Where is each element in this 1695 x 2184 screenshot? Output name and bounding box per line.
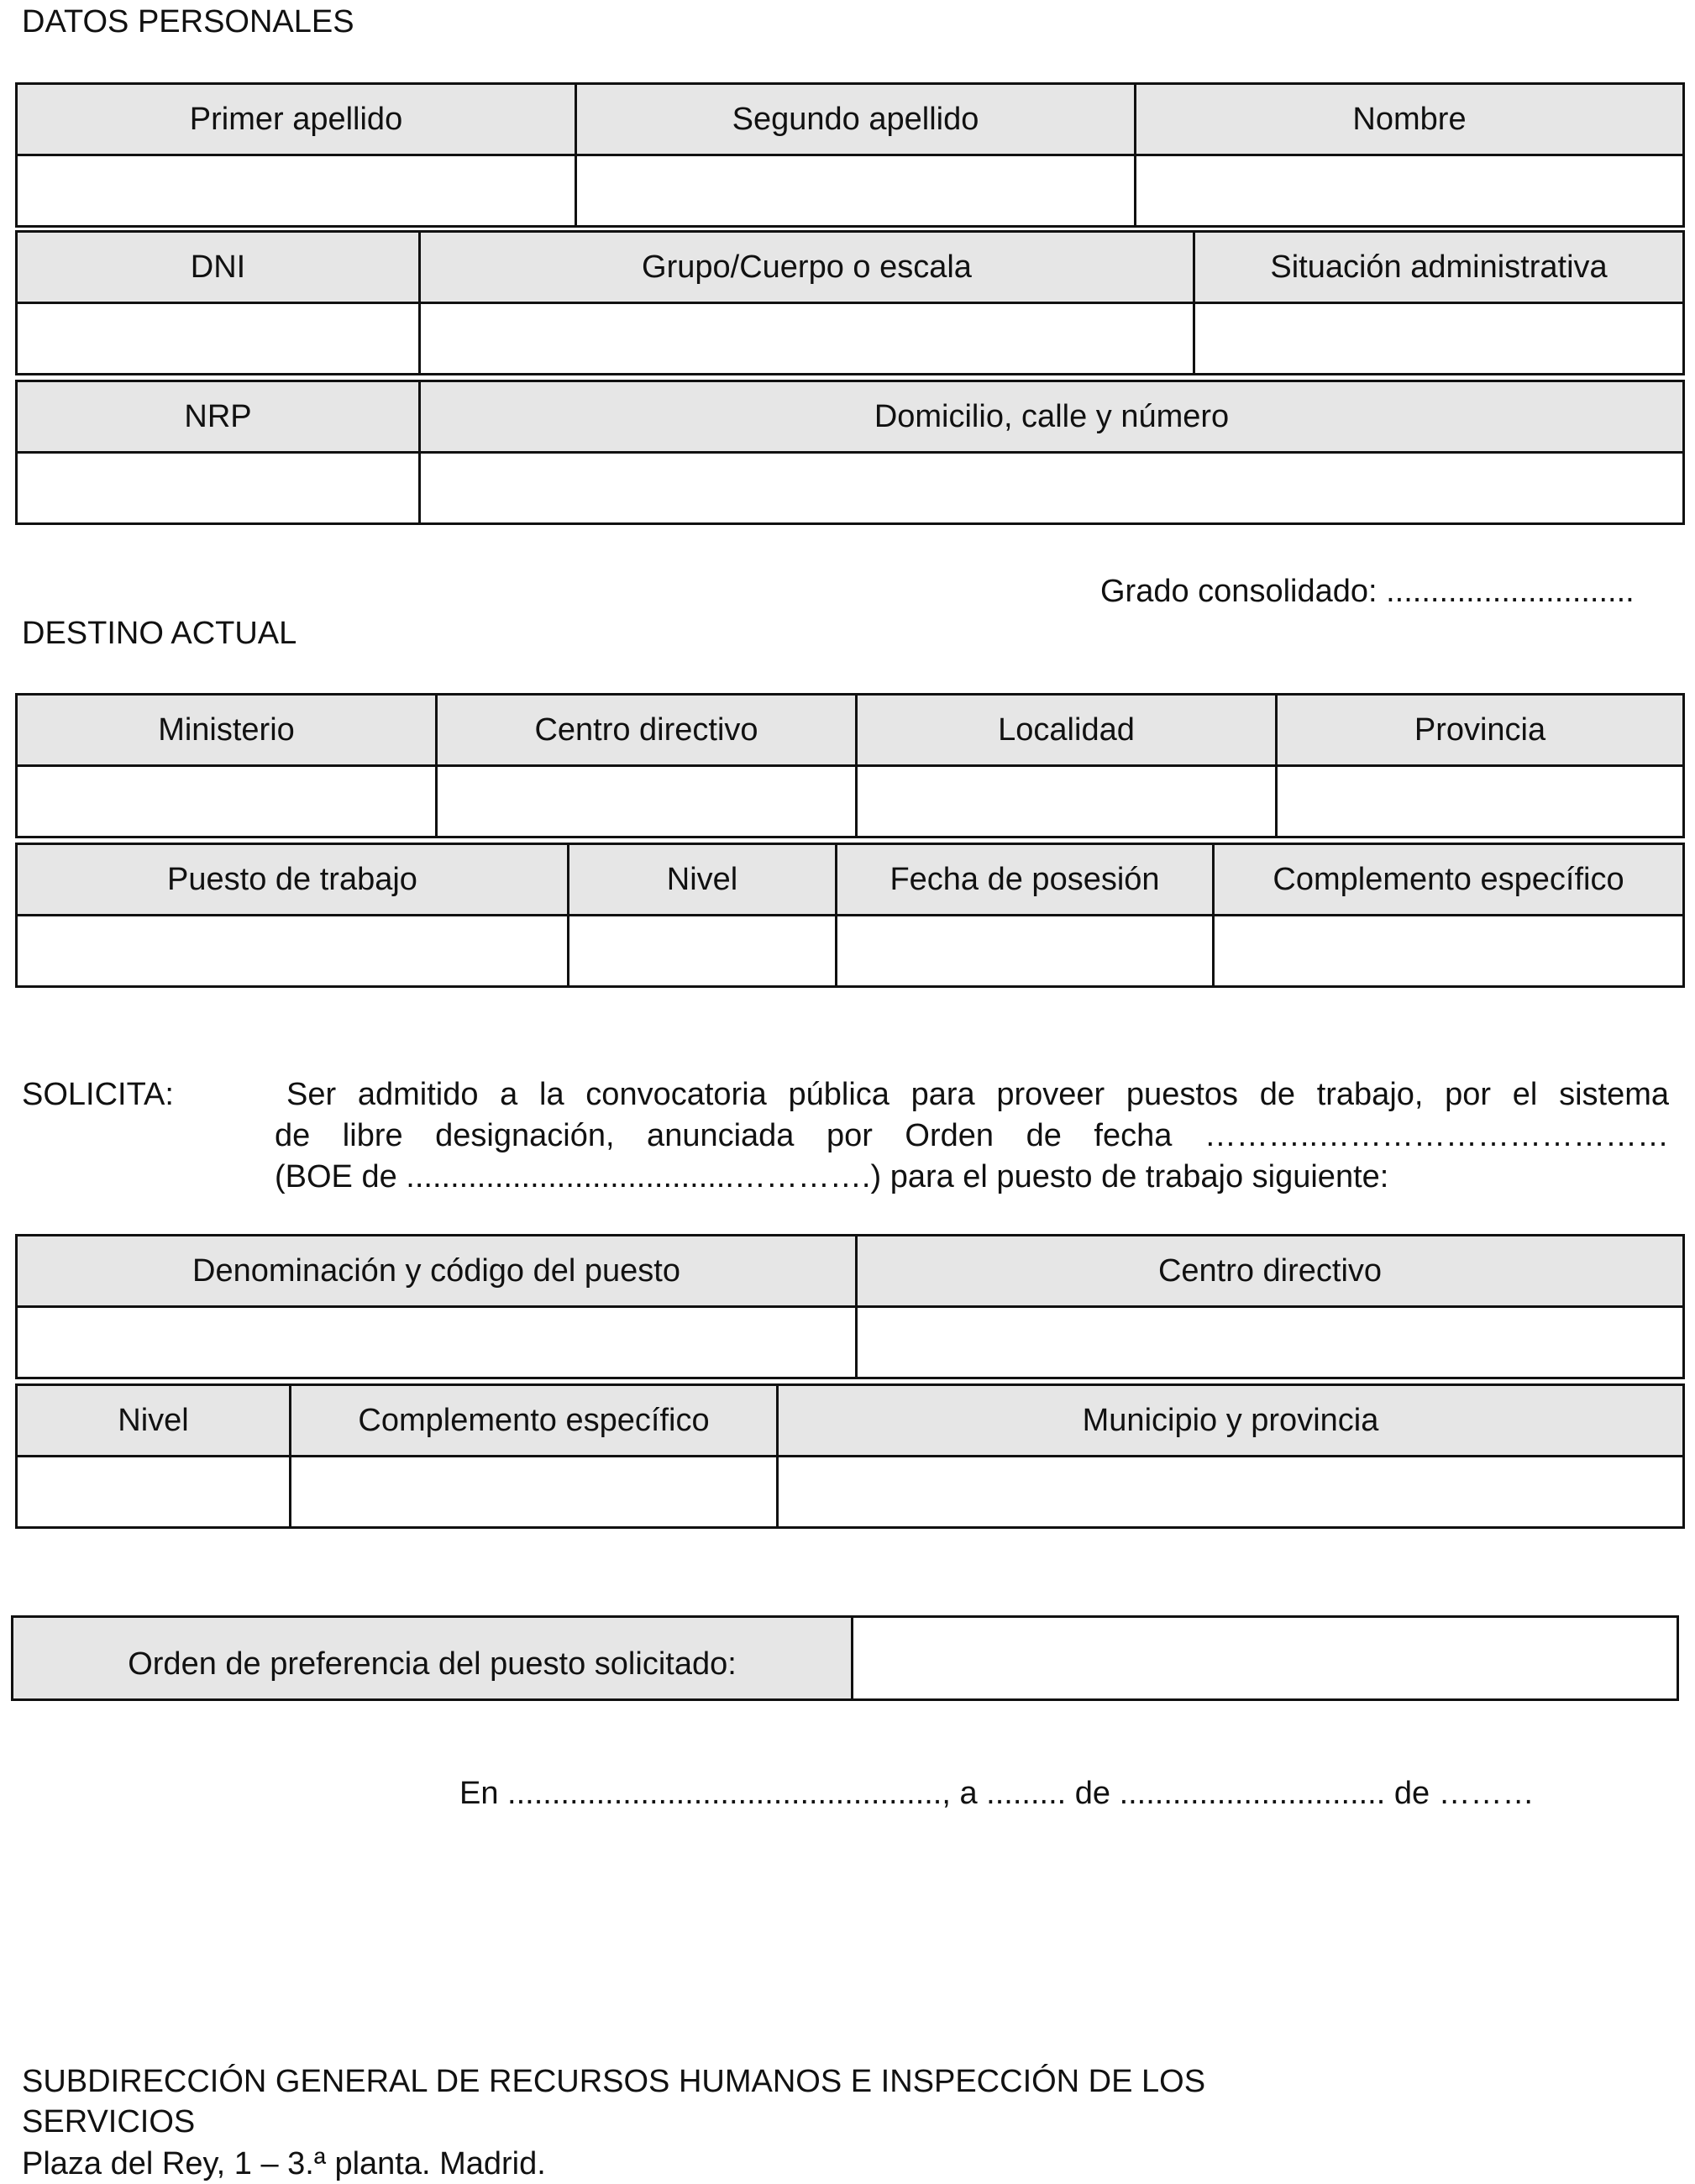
field-dni[interactable] — [17, 303, 420, 375]
solicita-text — [275, 1074, 1669, 1198]
header-complemento-especifico: Complemento específico — [1214, 844, 1684, 916]
destinatario-line-2: SERVICIOS — [22, 2104, 196, 2139]
field-nombre[interactable] — [1136, 155, 1684, 227]
header-primer-apellido: Primer apellido — [17, 84, 576, 155]
field-nivel[interactable] — [569, 916, 837, 987]
field-puesto-de-trabajo[interactable] — [17, 916, 569, 987]
header-provincia: Provincia — [1277, 695, 1684, 766]
destinatario-line-1: SUBDIRECCIÓN GENERAL DE RECURSOS HUMANOS E INSPECCIÓN DE LOS — [22, 2064, 1206, 2099]
field-segundo-apellido[interactable] — [576, 155, 1136, 227]
header-nivel: Nivel — [569, 844, 837, 916]
field-domicilio[interactable] — [420, 453, 1684, 524]
field-nivel-solicitado[interactable] — [17, 1457, 291, 1528]
header-situacion-administrativa: Situación administrativa — [1194, 232, 1684, 303]
orden-preferencia-label: Orden de preferencia del puesto solicitado: — [13, 1617, 853, 1700]
field-situacion-administrativa[interactable] — [1194, 303, 1684, 375]
header-localidad: Localidad — [857, 695, 1277, 766]
header-nivel-solicitado: Nivel — [17, 1385, 291, 1457]
datos-personales-table-a — [15, 82, 1685, 228]
header-denominacion-codigo: Denominación y código del puesto — [17, 1236, 857, 1307]
field-provincia[interactable] — [1277, 766, 1684, 837]
header-domicilio: Domicilio, calle y número — [420, 381, 1684, 453]
section-heading-destino-actual: DESTINO ACTUAL — [22, 616, 297, 651]
destino-actual-table-b — [15, 843, 1685, 988]
header-municipio-provincia: Municipio y provincia — [778, 1385, 1684, 1457]
field-centro-directivo[interactable] — [437, 766, 857, 837]
datos-personales-table-c — [15, 380, 1685, 525]
destinatario-line-3: Plaza del Rey, 1 – 3.ª planta. Madrid. — [22, 2146, 546, 2181]
field-localidad[interactable] — [857, 766, 1277, 837]
field-denominacion-codigo[interactable] — [17, 1307, 857, 1378]
header-dni: DNI — [17, 232, 420, 303]
field-centro-directivo-solicitado[interactable] — [857, 1307, 1684, 1378]
field-fecha-de-posesion[interactable] — [837, 916, 1214, 987]
header-grupo-cuerpo: Grupo/Cuerpo o escala — [420, 232, 1194, 303]
header-complemento-especifico-solicitado: Complemento específico — [291, 1385, 778, 1457]
orden-preferencia-field[interactable] — [853, 1617, 1678, 1700]
orden-preferencia-table — [11, 1615, 1679, 1701]
header-segundo-apellido: Segundo apellido — [576, 84, 1136, 155]
solicita-line-2: de libre designación, anunciada por Orden de fecha ………..…………………………… — [275, 1118, 1669, 1153]
datos-personales-table-b — [15, 230, 1685, 375]
header-fecha-de-posesion: Fecha de posesión — [837, 844, 1214, 916]
puesto-solicitado-table-a — [15, 1234, 1685, 1379]
field-ministerio[interactable] — [17, 766, 437, 837]
destino-actual-table-a — [15, 693, 1685, 838]
solicita-line-1: Ser admitido a la convocatoria pública para proveer puestos de trabajo, por el sistema — [286, 1077, 1669, 1112]
section-heading-datos-personales: DATOS PERSONALES — [22, 4, 354, 39]
field-nrp[interactable] — [17, 453, 420, 524]
fecha-lugar-line: En ................................................., a ......... de .............................. de ……… — [459, 1776, 1535, 1811]
field-grupo-cuerpo[interactable] — [420, 303, 1194, 375]
header-puesto-de-trabajo: Puesto de trabajo — [17, 844, 569, 916]
solicita-line-3: (BOE de .....................................………….) para el puesto de trabajo siguiente: — [275, 1159, 1389, 1194]
field-municipio-provincia[interactable] — [778, 1457, 1684, 1528]
field-complemento-especifico[interactable] — [1214, 916, 1684, 987]
header-ministerio: Ministerio — [17, 695, 437, 766]
header-nombre: Nombre — [1136, 84, 1684, 155]
solicita-label: SOLICITA: — [22, 1077, 174, 1112]
puesto-solicitado-table-b — [15, 1383, 1685, 1529]
grado-consolidado: Grado consolidado: ............................ — [1100, 574, 1635, 609]
field-primer-apellido[interactable] — [17, 155, 576, 227]
header-nrp: NRP — [17, 381, 420, 453]
field-complemento-especifico-solicitado[interactable] — [291, 1457, 778, 1528]
header-centro-directivo-solicitado: Centro directivo — [857, 1236, 1684, 1307]
header-centro-directivo: Centro directivo — [437, 695, 857, 766]
